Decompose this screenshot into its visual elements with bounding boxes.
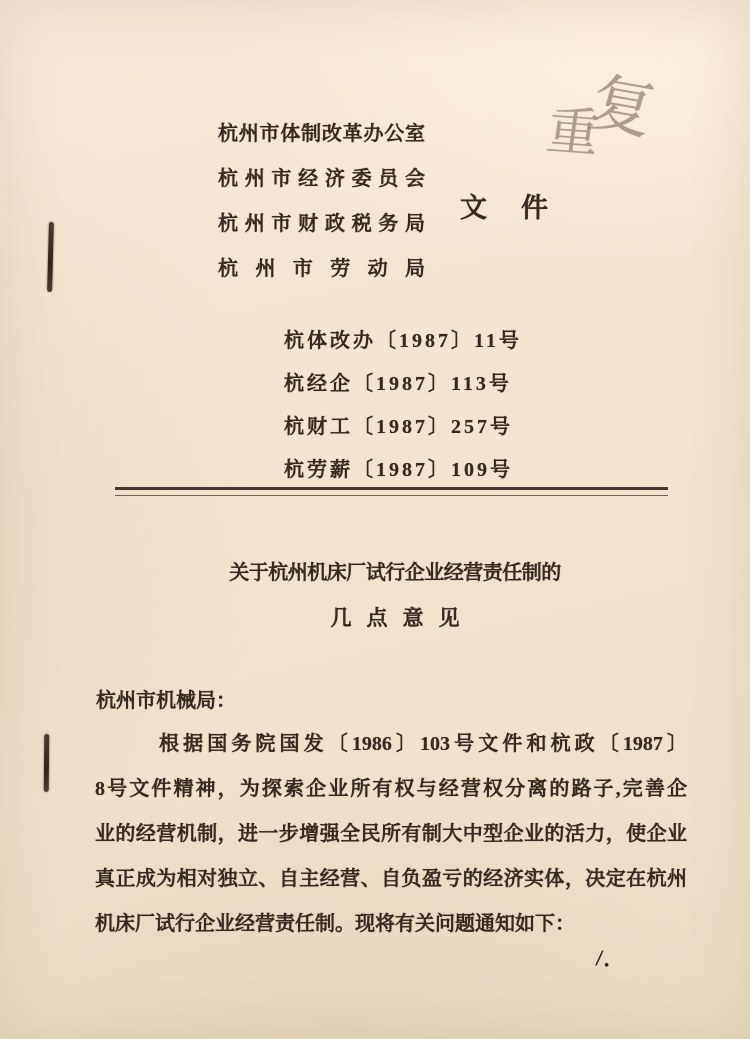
reference-number: 杭体改办〔1987〕11号 (284, 330, 522, 352)
left-edge-binding-mark (47, 222, 54, 292)
document-type-char: 文 (460, 193, 487, 223)
reference-number: 杭财工〔1987〕257号 (284, 416, 513, 438)
handwritten-pencil-note-char-2: 复 (581, 67, 664, 148)
reference-number: 杭劳薪〔1987〕109号 (284, 459, 513, 481)
paragraph-line: 机床厂试行企业经营责任制。现将有关问题通知如下： (95, 913, 575, 935)
agency-line: 杭州市劳动局 (218, 258, 425, 280)
document-type-label (460, 186, 548, 225)
document-title-line1: 关于杭州机床厂试行企业经营责任制的 (229, 562, 561, 584)
reference-number: 杭经企〔1987〕113号 (284, 373, 512, 395)
header-divider-rule (115, 487, 668, 496)
body-paragraph (95, 722, 687, 947)
agency-line: 杭州市财政税务局 (218, 213, 425, 235)
paragraph-line: 根据国务院国发〔1986〕103号文件和杭政〔1987〕 (159, 733, 687, 755)
left-edge-binding-mark (44, 734, 50, 792)
document-title-line2: 几点意见 (330, 606, 475, 630)
document-type-char: 件 (521, 193, 548, 223)
paragraph-line: 真正成为相对独立、自主经营、自负盈亏的经济实体，决定在杭州 (95, 868, 687, 890)
reference-numbers-block (284, 320, 522, 492)
salutation: 杭州市机械局： (96, 690, 236, 712)
agency-line: 杭州市经济委员会 (218, 168, 425, 190)
handwritten-pencil-note-char-1: 重 (543, 103, 604, 164)
issuing-agencies-block (218, 112, 425, 292)
handwritten-page-mark: /. (594, 945, 614, 972)
agency-line: 杭州市体制改革办公室 (218, 123, 425, 145)
paragraph-line: 业的经营机制，进一步增强全民所有制大中型企业的活力，使企业 (95, 823, 687, 845)
paragraph-line: 8号文件精神，为探索企业所有权与经营权分离的路子,完善企 (95, 778, 687, 800)
